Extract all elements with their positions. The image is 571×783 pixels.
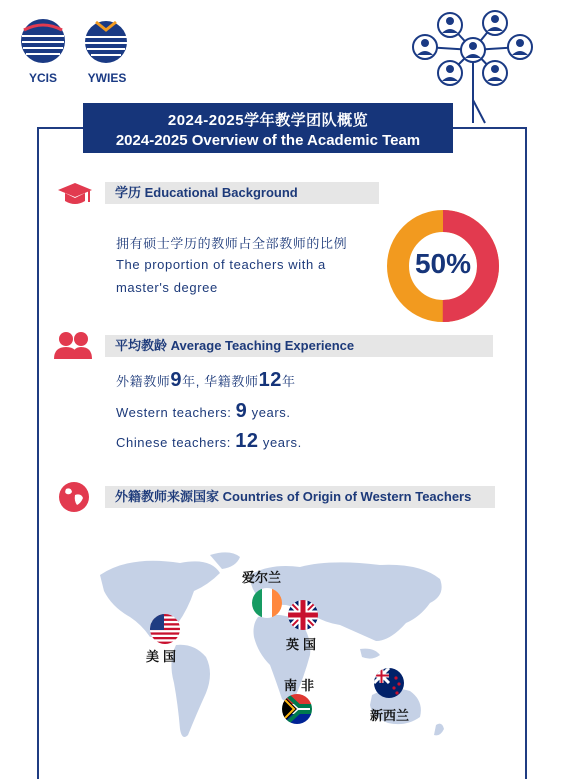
ycis-logo-text: YCIS [28, 71, 57, 85]
experience-chinese-suffix: years. [258, 435, 302, 450]
new-zealand-flag-icon [374, 668, 404, 698]
experience-cn-suffix: 年 [282, 374, 296, 389]
graduation-cap-icon [56, 180, 94, 208]
education-cn-text: 拥有硕士学历的教师占全部教师的比例 [116, 236, 348, 251]
experience-western-prefix: Western teachers: [116, 405, 236, 420]
experience-heading: 平均教龄 Average Teaching Experience [105, 335, 493, 357]
experience-chinese-num: 12 [235, 430, 259, 452]
ywies-globe-icon [82, 18, 130, 64]
title-box [83, 103, 453, 153]
experience-chinese-prefix: Chinese teachers: [116, 435, 236, 450]
experience-cn-chinese-num: 12 [258, 369, 283, 391]
experience-western-suffix: years. [247, 405, 291, 420]
education-en-line1: The proportion of teachers with a [116, 257, 326, 272]
greenland-shape [210, 552, 240, 569]
teachers-icon [52, 330, 94, 360]
countries-heading: 外籍教师来源国家 Countries of Origin of Western Teachers [105, 486, 495, 508]
title-cn: 2024-2025学年教学团队概览 [167, 112, 369, 129]
education-heading: 学历 Educational Background [105, 182, 379, 204]
experience-cn-mid: 年, 华籍教师 [182, 374, 259, 389]
new-zealand-label: 新西兰 [370, 708, 410, 723]
experience-cn-prefix: 外籍教师 [116, 374, 171, 389]
usa-flag-icon [150, 614, 180, 644]
uk-label: 英国 [286, 637, 321, 652]
usa-label: 美国 [146, 649, 181, 664]
globe-icon [58, 481, 90, 513]
south-africa-label: 南非 [284, 678, 319, 693]
title-en: 2024-2025 Overview of the Academic Team [115, 132, 421, 149]
indonesia-shape [360, 649, 380, 659]
experience-cn-western-num: 9 [170, 369, 183, 391]
experience-western-num: 9 [235, 400, 248, 422]
experience-chinese-line [116, 430, 302, 453]
experience-cn-line [116, 369, 296, 392]
new-zealand-shape [434, 724, 444, 736]
ireland-flag-icon [252, 588, 282, 618]
ycis-globe-icon [20, 18, 66, 64]
south-africa-flag-icon [282, 694, 312, 724]
ywies-logo-text: YWIES [87, 71, 127, 85]
uk-flag-icon [288, 600, 318, 630]
experience-western-line [116, 400, 291, 423]
ireland-label: 爱尔兰 [242, 570, 282, 585]
education-en-line2: master's degree [116, 280, 218, 295]
ycis-logo [20, 18, 66, 88]
donut-percent-label: 50% [414, 248, 472, 279]
ywies-logo [82, 18, 132, 88]
